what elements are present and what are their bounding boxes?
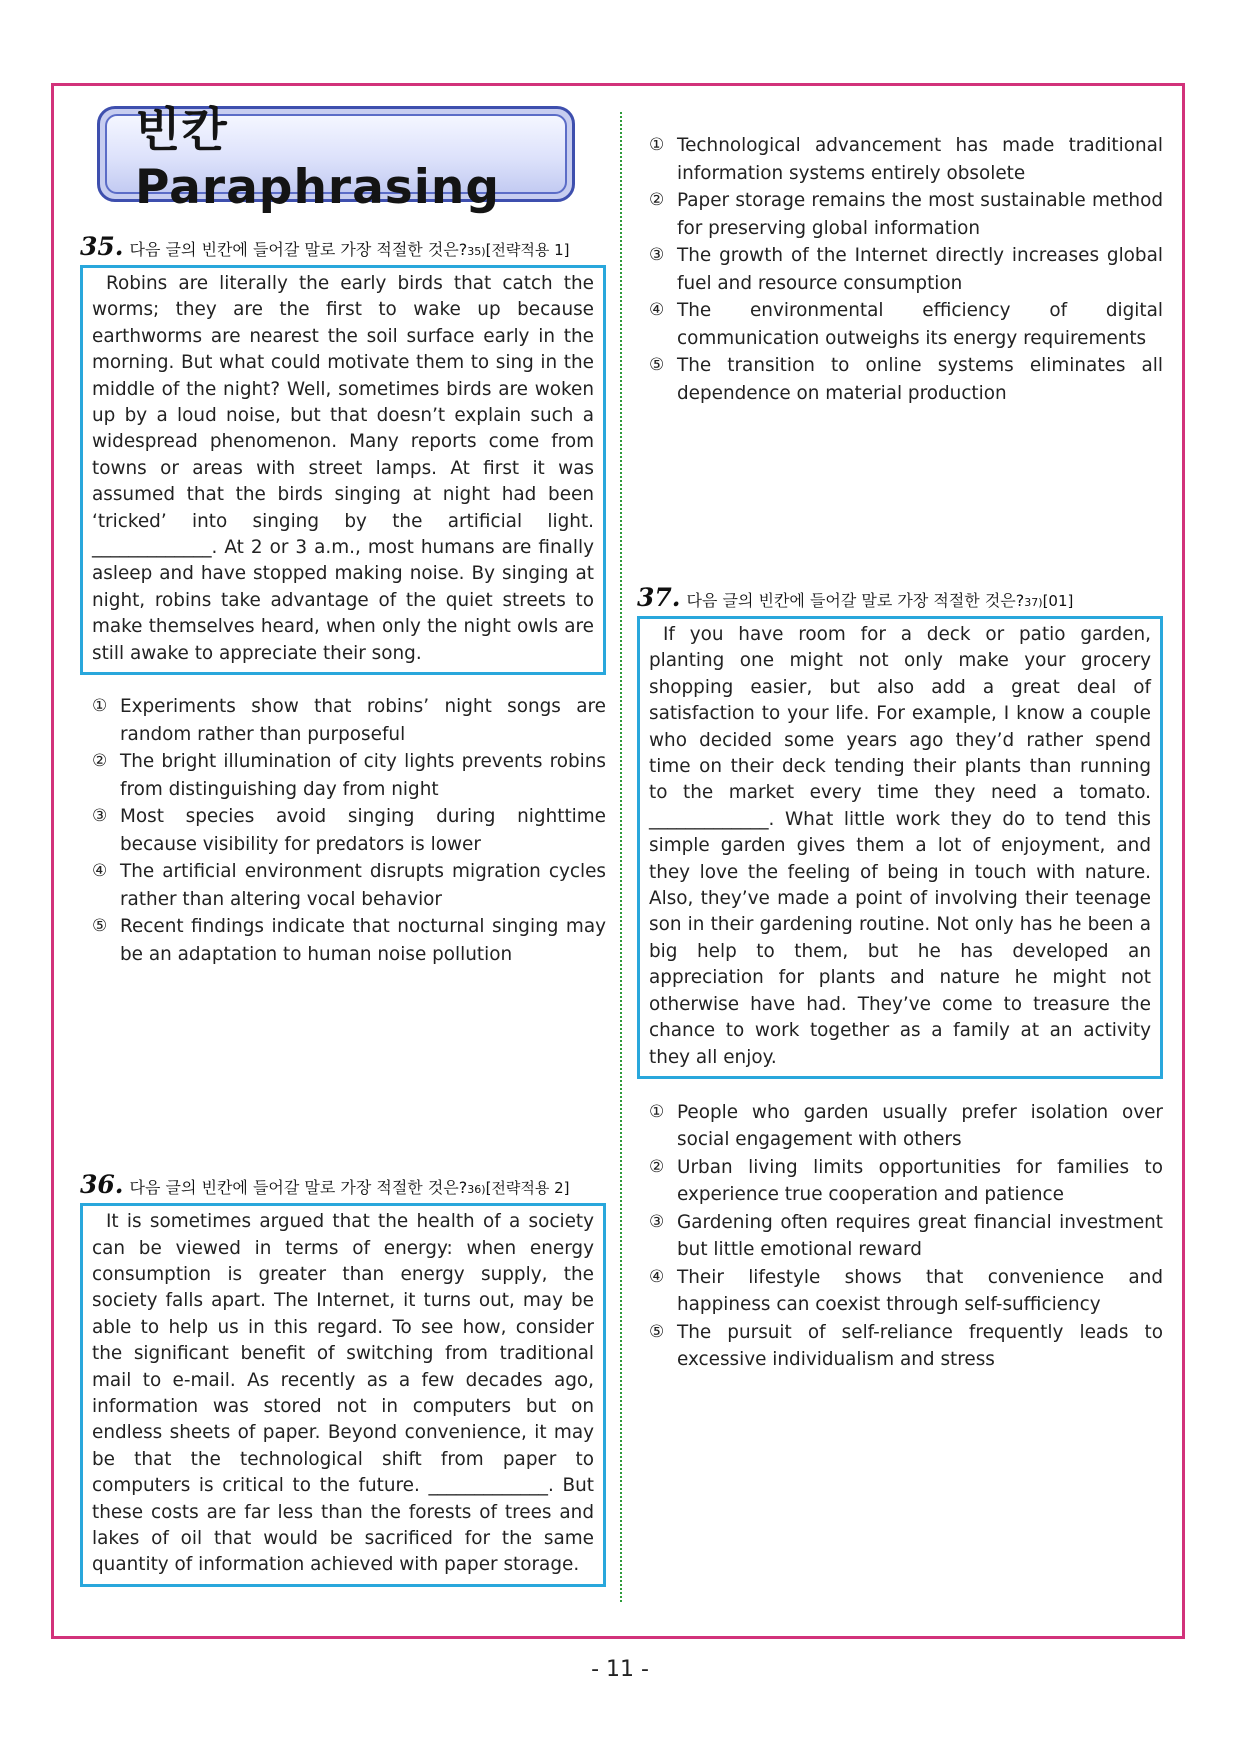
q35-footnote: 35) [467,245,486,258]
q36-choice-2[interactable] [649,187,1163,242]
choice-text: The artificial environment disrupts migration cycles rather than altering vocal behavior [120,861,606,910]
choice-text: Most species avoid singing during nighttime because visibility for predators is lower [120,806,606,855]
q36-choices [637,132,1163,407]
left-column [80,103,606,1587]
choice-text: Experiments show that robins’ night songs are random rather than purposeful [120,696,606,745]
q37-footnote: 37) [1024,596,1043,609]
choice-number-mark: ① [649,135,665,155]
choice-text: Urban living limits opportunities for families to experience true cooperation and patience [677,1156,1163,1206]
choice-number-mark: ④ [92,861,108,882]
q37-choices [637,1099,1163,1374]
q36-tag: [전략적용 2] [485,1179,570,1198]
choice-text: The transition to online systems eliminates all dependence on material production [677,355,1163,404]
q35-choice-3[interactable] [92,803,606,858]
q35-choice-5[interactable] [92,913,606,968]
q37-choice-5[interactable] [649,1319,1163,1374]
page-number: - 11 - [591,1657,649,1682]
q35-header [80,232,606,261]
choice-text: Recent findings indicate that nocturnal singing may be an adaptation to human noise pollution [120,916,606,965]
q37-instruction: 다음 글의 빈칸에 들어갈 말로 가장 적절한 것은? [686,591,1025,610]
q37-choice-4[interactable] [649,1264,1163,1319]
q36-choice-5[interactable] [649,352,1163,407]
q37-number: 37. [637,583,681,612]
choice-number-mark: ③ [92,806,108,827]
q35-choice-4[interactable] [92,858,606,913]
section-title-inner [105,103,567,215]
q36-instruction: 다음 글의 빈칸에 들어갈 말로 가장 적절한 것은? [129,1178,468,1198]
q36-footnote: 36) [467,1183,486,1197]
choice-text: The pursuit of self-reliance frequently leads to excessive individualism and stress [677,1321,1163,1371]
choice-number-mark: ① [649,1101,665,1122]
q37-passage: If you have room for a deck or patio garden, planting one might not only make your grocery shopping easier, but also add a great deal of satisfaction to your life. For example, I know a couple who decided some years ago they’d rather spend time on their deck tending their plants than running to the market every time they need a tomato. _____________. What little work they do to tend this simple garden gives them a lot of enjoyment, and they love the feeling of being in touch with nature. Also, they’ve made a point of involving their teenage son in their gardening routine. Not only has he been a big help to them, but he has developed an appreciation for plants and nature he might not otherwise have had. They’ve come to treasure the chance to work together as a family at an activity they all enjoy. [637,616,1163,1079]
q35-instruction: 다음 글의 빈칸에 들어갈 말로 가장 적절한 것은? [129,240,468,259]
choice-number-mark: ④ [649,1266,665,1287]
choice-text: Gardening often requires great financial investment but little emotional reward [677,1211,1163,1261]
choice-number-mark: ② [649,190,665,210]
choice-number-mark: ④ [649,300,665,320]
choice-number-mark: ⑤ [649,1321,665,1342]
choice-number-mark: ③ [649,245,665,265]
q35-choice-1[interactable] [92,693,606,748]
choice-number-mark: ⑤ [92,916,108,937]
q36-choice-1[interactable] [649,132,1163,187]
choice-number-mark: ② [92,751,108,772]
q36-header [80,1170,606,1199]
q37-choice-3[interactable] [649,1209,1163,1264]
q37-header [637,583,1163,612]
choice-text: The environmental efficiency of digital communication outweighs its energy requirements [677,300,1163,349]
choice-number-mark: ② [649,1156,665,1177]
q35-choices [80,693,606,968]
choice-text: People who garden usually prefer isolation over social engagement with others [677,1101,1163,1151]
q35-number: 35. [80,232,124,261]
q35-choice-2[interactable] [92,748,606,803]
choice-text: Paper storage remains the most sustainable method for preserving global information [677,190,1163,239]
q36-passage: It is sometimes argued that the health of a society can be viewed in terms of energy: when energy consumption is greater than energy supply, the society falls apart. The Internet, it turns out, may be able to help us in this regard. To see how, consider the significant benefit of switching from traditional mail to e-mail. As recently as a few decades ago, information was stored not in computers but on endless sheets of paper. Beyond convenience, it may be that the technological shift from paper to computers is critical to the future. _____________. But these costs are far less than the forests of trees and lakes of oil that would be sacrificed for the same quantity of information achieved with paper storage. [80,1203,606,1587]
choice-number-mark: ① [92,696,108,717]
section-title-box [97,103,575,215]
choice-number-mark: ③ [649,1211,665,1232]
q35-passage: Robins are literally the early birds that catch the worms; they are the first to wake up because earthworms are nearest the soil surface early in the morning. But what could motivate them to sing in the middle of the night? Well, sometimes birds are woken up by a loud noise, but that doesn’t explain such a widespread phenomenon. Many reports come from towns or areas with street lamps. At first it was assumed that the birds singing at night had been ‘tricked’ into singing by the artificial light. _____________. At 2 or 3 a.m., most humans are finally asleep and have stopped making noise. By singing at night, robins take advantage of the quiet streets to make themselves heard, when only the night owls are still awake to appreciate their song. [80,265,606,675]
q36-number: 36. [80,1170,124,1200]
choice-text: Technological advancement has made traditional information systems entirely obsolete [677,135,1163,184]
right-column [637,132,1163,1374]
choice-number-mark: ⑤ [649,355,665,375]
q37-tag: [01] [1042,592,1074,610]
q36-choice-3[interactable] [649,242,1163,297]
q35-tag: [전략적용 1] [485,241,570,259]
choice-text: The growth of the Internet directly increases global fuel and resource consumption [677,245,1163,294]
choice-text: The bright illumination of city lights prevents robins from distinguishing day from night [120,751,606,800]
q37-choice-1[interactable] [649,1099,1163,1154]
q36-choice-4[interactable] [649,297,1163,352]
choice-text: Their lifestyle shows that convenience and happiness can coexist through self-sufficiency [677,1266,1163,1316]
section-title: 빈칸 Paraphrasing [135,103,500,215]
q37-choice-2[interactable] [649,1154,1163,1209]
column-divider [620,112,622,1602]
